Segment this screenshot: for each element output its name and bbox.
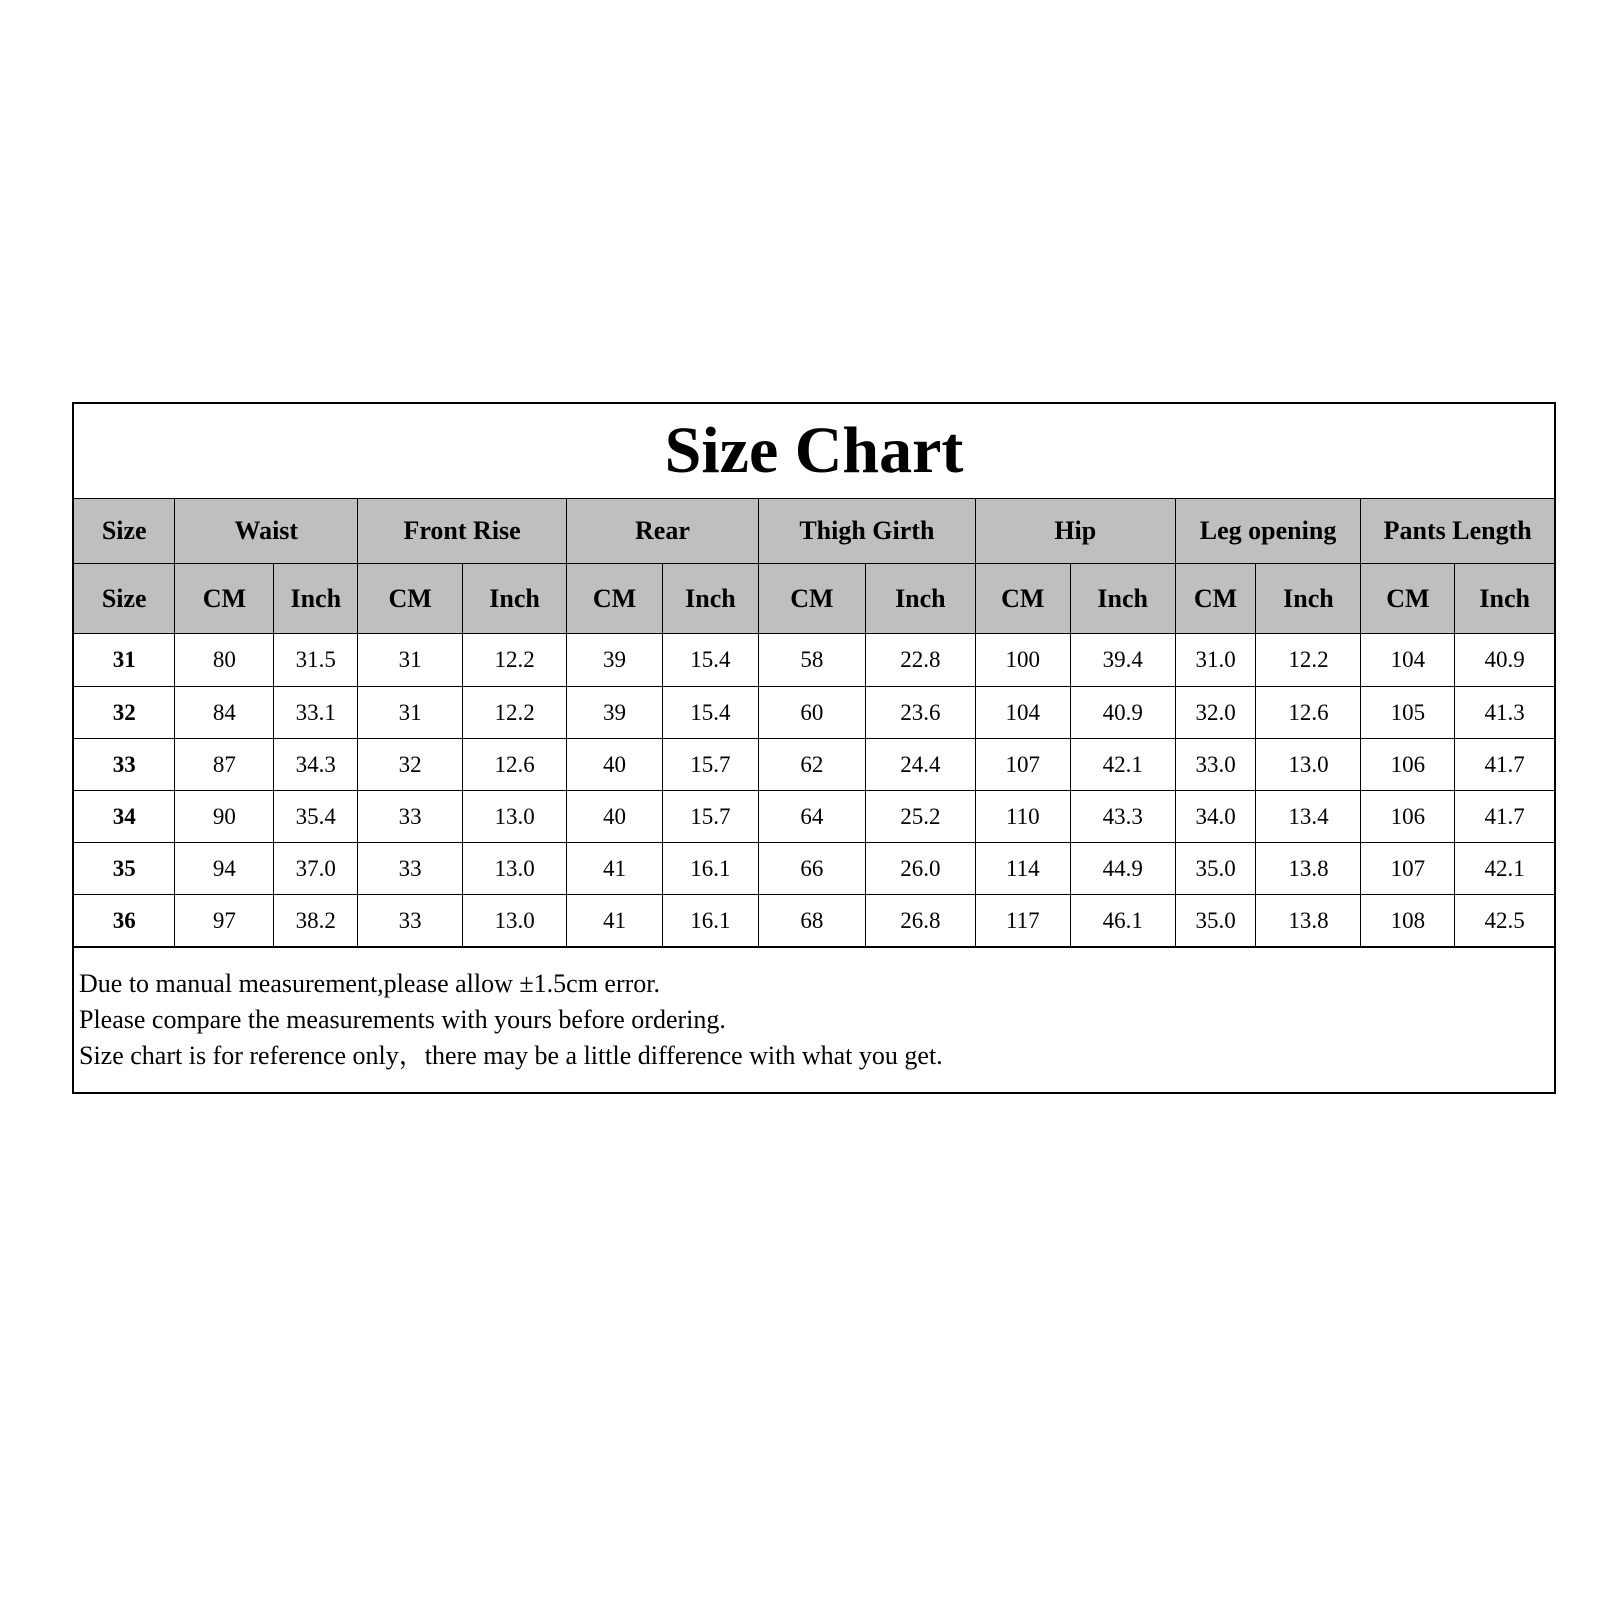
measurement-cell: 33.1 — [274, 687, 358, 739]
measurement-cell: 87 — [175, 739, 274, 791]
measurement-group-header-row — [74, 499, 1554, 564]
measurement-cell: 33 — [358, 895, 463, 947]
measurement-cell: 16.1 — [662, 895, 758, 947]
chart-title: Size Chart — [74, 404, 1554, 499]
size-table — [74, 404, 1554, 947]
unit-header-size: Size — [74, 564, 175, 634]
measurement-cell: 84 — [175, 687, 274, 739]
size-chart — [72, 402, 1556, 1094]
measurement-notes — [74, 947, 1554, 1092]
measurement-cell: 26.8 — [865, 895, 975, 947]
unit-header-cm: CM — [1361, 564, 1455, 634]
measurement-cell: 42.1 — [1070, 739, 1175, 791]
measurement-cell: 94 — [175, 843, 274, 895]
measurement-cell: 12.6 — [463, 739, 567, 791]
measurement-cell: 33.0 — [1175, 739, 1256, 791]
measurement-cell: 40 — [567, 739, 663, 791]
measurement-cell: 66 — [758, 843, 865, 895]
unit-header-cm: CM — [567, 564, 663, 634]
table-row — [74, 634, 1554, 687]
measurement-cell: 34.3 — [274, 739, 358, 791]
measurement-cell: 12.2 — [1256, 634, 1361, 687]
measurement-cell: 31 — [358, 634, 463, 687]
table-row — [74, 791, 1554, 843]
unit-header-cm: CM — [358, 564, 463, 634]
measurement-cell: 40 — [567, 791, 663, 843]
measurement-cell: 41.7 — [1455, 791, 1554, 843]
measurement-cell: 105 — [1361, 687, 1455, 739]
unit-header-cm: CM — [1175, 564, 1256, 634]
size-cell: 34 — [74, 791, 175, 843]
table-row — [74, 739, 1554, 791]
measurement-cell: 41.7 — [1455, 739, 1554, 791]
measurement-cell: 15.7 — [662, 739, 758, 791]
measurement-cell: 40.9 — [1455, 634, 1554, 687]
measurement-cell: 108 — [1361, 895, 1455, 947]
measurement-cell: 104 — [975, 687, 1070, 739]
measurement-cell: 110 — [975, 791, 1070, 843]
measurement-cell: 58 — [758, 634, 865, 687]
measurement-cell: 23.6 — [865, 687, 975, 739]
measurement-cell: 41.3 — [1455, 687, 1554, 739]
measurement-cell: 42.5 — [1455, 895, 1554, 947]
measurement-cell: 68 — [758, 895, 865, 947]
size-cell: 35 — [74, 843, 175, 895]
note-line: Due to manual measurement,please allow ±1.5cm error. — [79, 969, 661, 998]
group-header-thigh-girth: Thigh Girth — [758, 499, 975, 564]
group-header-leg-opening: Leg opening — [1175, 499, 1361, 564]
measurement-cell: 39 — [567, 687, 663, 739]
measurement-cell: 12.6 — [1256, 687, 1361, 739]
measurement-cell: 13.8 — [1256, 895, 1361, 947]
measurement-cell: 12.2 — [463, 634, 567, 687]
measurement-cell: 13.0 — [463, 843, 567, 895]
measurement-cell: 97 — [175, 895, 274, 947]
measurement-cell: 39 — [567, 634, 663, 687]
measurement-cell: 24.4 — [865, 739, 975, 791]
measurement-cell: 106 — [1361, 791, 1455, 843]
measurement-cell: 13.0 — [463, 791, 567, 843]
measurement-cell: 26.0 — [865, 843, 975, 895]
measurement-cell: 38.2 — [274, 895, 358, 947]
measurement-cell: 90 — [175, 791, 274, 843]
size-cell: 32 — [74, 687, 175, 739]
measurement-cell: 117 — [975, 895, 1070, 947]
measurement-cell: 39.4 — [1070, 634, 1175, 687]
measurement-cell: 15.4 — [662, 634, 758, 687]
measurement-cell: 43.3 — [1070, 791, 1175, 843]
unit-header-cm: CM — [175, 564, 274, 634]
unit-header-inch: Inch — [274, 564, 358, 634]
measurement-cell: 35.0 — [1175, 895, 1256, 947]
measurement-cell: 33 — [358, 843, 463, 895]
unit-header-inch: Inch — [1070, 564, 1175, 634]
size-cell: 33 — [74, 739, 175, 791]
measurement-cell: 35.4 — [274, 791, 358, 843]
unit-header-row — [74, 564, 1554, 634]
group-header-waist: Waist — [175, 499, 358, 564]
measurement-cell: 42.1 — [1455, 843, 1554, 895]
measurement-cell: 31.5 — [274, 634, 358, 687]
measurement-cell: 15.4 — [662, 687, 758, 739]
measurement-cell: 32 — [358, 739, 463, 791]
group-header-pants-length: Pants Length — [1361, 499, 1554, 564]
measurement-cell: 13.4 — [1256, 791, 1361, 843]
measurement-cell: 41 — [567, 895, 663, 947]
measurement-cell: 13.0 — [463, 895, 567, 947]
measurement-cell: 107 — [975, 739, 1070, 791]
unit-header-inch: Inch — [865, 564, 975, 634]
unit-header-cm: CM — [758, 564, 865, 634]
measurement-cell: 34.0 — [1175, 791, 1256, 843]
measurement-cell: 12.2 — [463, 687, 567, 739]
group-header-hip: Hip — [975, 499, 1175, 564]
unit-header-inch: Inch — [1256, 564, 1361, 634]
table-row — [74, 687, 1554, 739]
group-header-front-rise: Front Rise — [358, 499, 567, 564]
note-line: Please compare the measurements with yours before ordering. — [79, 1005, 726, 1034]
measurement-cell: 104 — [1361, 634, 1455, 687]
table-row — [74, 843, 1554, 895]
measurement-cell: 13.8 — [1256, 843, 1361, 895]
measurement-cell: 16.1 — [662, 843, 758, 895]
unit-header-inch: Inch — [463, 564, 567, 634]
measurement-cell: 35.0 — [1175, 843, 1256, 895]
note-line: Size chart is for reference only，there may be a little difference with what you get. — [79, 1041, 943, 1070]
title-row — [74, 404, 1554, 499]
table-row — [74, 895, 1554, 947]
measurement-cell: 100 — [975, 634, 1070, 687]
measurement-cell: 25.2 — [865, 791, 975, 843]
measurement-cell: 22.8 — [865, 634, 975, 687]
unit-header-cm: CM — [975, 564, 1070, 634]
measurement-cell: 31 — [358, 687, 463, 739]
measurement-cell: 13.0 — [1256, 739, 1361, 791]
measurement-cell: 15.7 — [662, 791, 758, 843]
measurement-cell: 37.0 — [274, 843, 358, 895]
measurement-cell: 60 — [758, 687, 865, 739]
measurement-cell: 64 — [758, 791, 865, 843]
measurement-cell: 107 — [1361, 843, 1455, 895]
size-cell: 31 — [74, 634, 175, 687]
measurement-cell: 40.9 — [1070, 687, 1175, 739]
measurement-cell: 31.0 — [1175, 634, 1256, 687]
group-header-rear: Rear — [567, 499, 759, 564]
measurement-cell: 33 — [358, 791, 463, 843]
measurement-cell: 106 — [1361, 739, 1455, 791]
unit-header-inch: Inch — [1455, 564, 1554, 634]
measurement-cell: 32.0 — [1175, 687, 1256, 739]
measurement-cell: 80 — [175, 634, 274, 687]
measurement-cell: 114 — [975, 843, 1070, 895]
measurement-cell: 46.1 — [1070, 895, 1175, 947]
measurement-cell: 44.9 — [1070, 843, 1175, 895]
measurement-cell: 41 — [567, 843, 663, 895]
group-header-size: Size — [74, 499, 175, 564]
size-cell: 36 — [74, 895, 175, 947]
unit-header-inch: Inch — [662, 564, 758, 634]
measurement-cell: 62 — [758, 739, 865, 791]
